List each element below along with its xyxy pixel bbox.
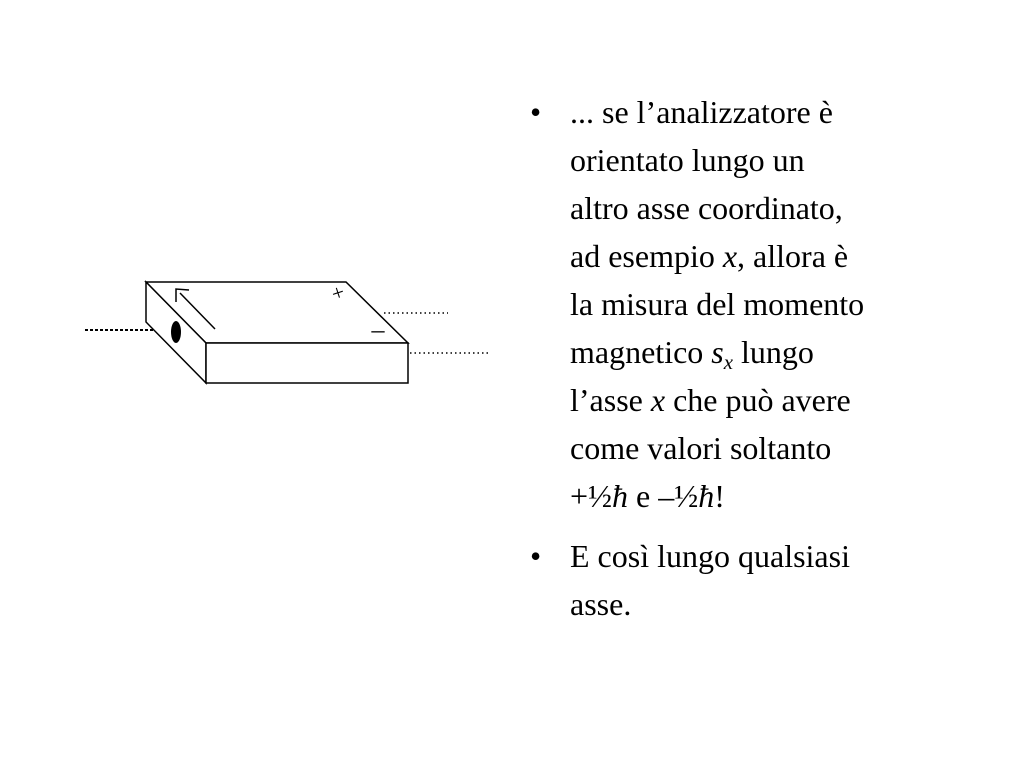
- bullet-text-line: [570, 472, 970, 520]
- bullet-text-line: [570, 232, 970, 280]
- bullet-marker: •: [530, 94, 542, 130]
- text-run: ħ: [612, 478, 629, 514]
- text-run: ħ: [698, 478, 715, 514]
- bullet-text-line: [570, 532, 970, 580]
- text-run: lungo: [732, 334, 814, 370]
- text-run: e –½: [628, 478, 699, 514]
- text-run: l’asse: [570, 382, 651, 418]
- text-run: , allora è: [737, 238, 849, 274]
- bullet-text-line: [570, 280, 970, 328]
- bullet-text-line: [570, 88, 970, 136]
- text-run: ad esempio: [570, 238, 723, 274]
- analyzer-front-face: [206, 343, 408, 383]
- minus-label: –: [371, 315, 385, 344]
- bullet-text-line: [570, 424, 970, 472]
- bullet-text-line: [570, 136, 970, 184]
- entrance-hole: [171, 321, 181, 343]
- text-run: che può avere: [665, 382, 851, 418]
- bullet-text-line: [570, 580, 970, 628]
- text-run: la misura del momento: [570, 286, 865, 322]
- text-run: come valori soltanto: [570, 430, 832, 466]
- text-run: x: [722, 238, 738, 274]
- text-run: asse.: [570, 586, 632, 622]
- bullet-marker: •: [530, 538, 542, 574]
- text-run: magnetico: [570, 334, 712, 370]
- text-run: E così lungo qualsiasi: [570, 538, 850, 574]
- text-run: altro asse coordinato,: [570, 190, 843, 226]
- text-run: s: [711, 334, 724, 370]
- bullet-list: [530, 88, 970, 628]
- bullet-item: [530, 532, 970, 628]
- text-run: ... se l’analizzatore è: [570, 94, 833, 130]
- bullet-item: [530, 88, 970, 520]
- bullet-text-line: [570, 328, 970, 376]
- text-run: +½: [570, 478, 613, 514]
- bullet-text-line: [570, 376, 970, 424]
- text-run: orientato lungo un: [570, 142, 805, 178]
- plus-label: +: [328, 278, 348, 307]
- text-run: x: [650, 382, 666, 418]
- bullet-text-line: [570, 184, 970, 232]
- text-run: !: [714, 478, 725, 514]
- text-run: x: [723, 351, 733, 375]
